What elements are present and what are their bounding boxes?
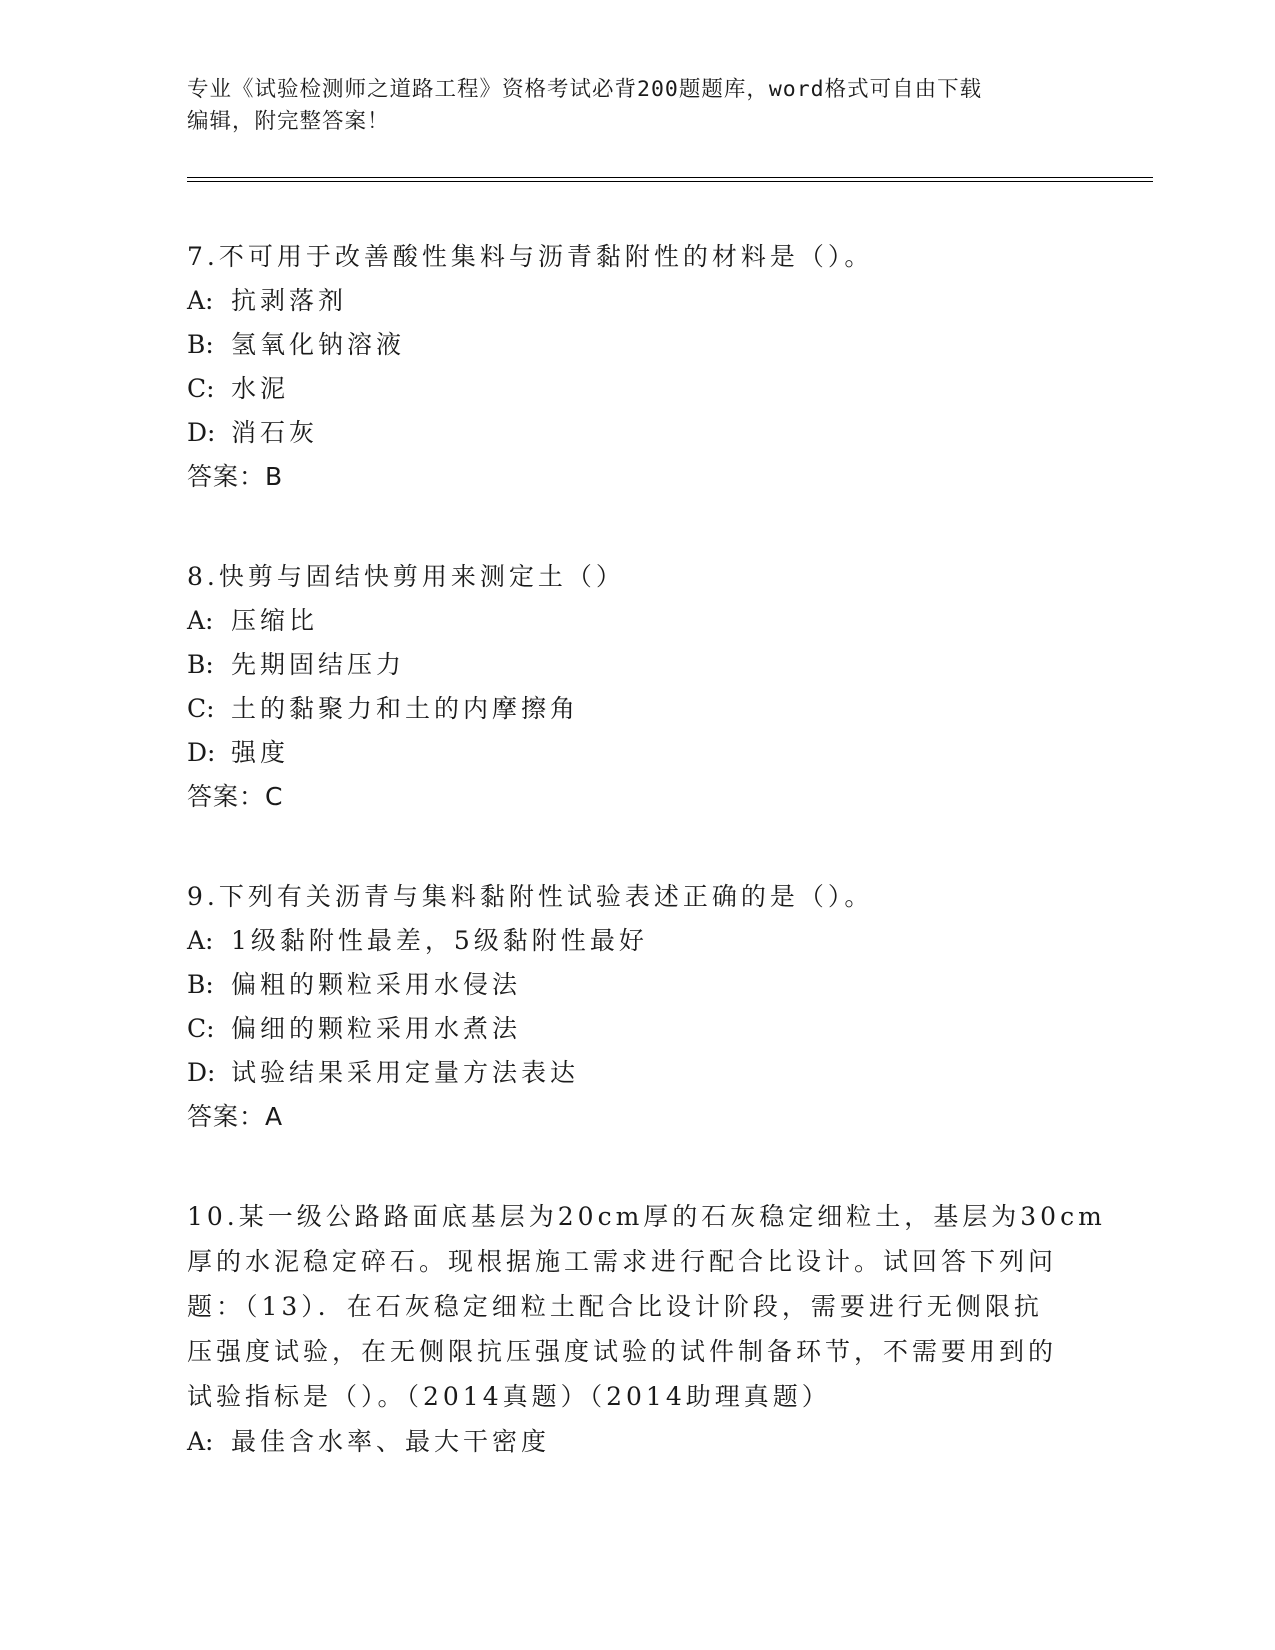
option-text: 偏粗的颗粒采用水侵法 — [231, 970, 522, 999]
option-text: 1级黏附性最差，5级黏附性最好 — [231, 926, 648, 955]
option-d — [187, 416, 318, 450]
option-letter: A: — [187, 926, 214, 955]
option-c — [187, 372, 289, 406]
option-text: 强度 — [231, 738, 290, 767]
option-letter: B: — [187, 650, 214, 679]
option-letter: B: — [187, 970, 214, 999]
document-header — [187, 74, 1087, 138]
option-a — [187, 284, 347, 318]
question-stem: 8.快剪与固结快剪用来测定土（） — [187, 562, 625, 591]
header-divider-bottom — [187, 181, 1153, 182]
option-b — [187, 968, 521, 1002]
question-stem-line: 10.某一级公路路面底基层为20cm厚的石灰稳定细粒土，基层为30cm — [187, 1202, 1106, 1231]
header-line-1: 专业《试验检测师之道路工程》资格考试必背200题题库，word格式可自由下载 — [187, 77, 983, 102]
question-stem-line: 压强度试验，在无侧限抗压强度试验的试件制备环节，不需要用到的 — [187, 1337, 1058, 1366]
option-text: 最佳含水率、最大干密度 — [231, 1427, 551, 1456]
option-b — [187, 328, 405, 362]
option-text: 先期固结压力 — [231, 650, 406, 679]
option-letter: C: — [187, 1014, 215, 1043]
question-stem-line: 题：（13）．在石灰稳定细粒土配合比设计阶段，需要进行无侧限抗 — [187, 1292, 1043, 1321]
question-stem: 9.下列有关沥青与集料黏附性试验表述正确的是（）。 — [187, 882, 874, 911]
option-d — [187, 1056, 579, 1090]
option-letter: D: — [187, 738, 216, 767]
option-letter: B: — [187, 330, 214, 359]
option-letter: A: — [187, 1427, 214, 1456]
option-text: 土的黏聚力和土的内摩擦角 — [231, 694, 580, 723]
header-divider-top — [187, 177, 1153, 178]
question-stem-line: 厚的水泥稳定碎石。现根据施工需求进行配合比设计。试回答下列问 — [187, 1247, 1058, 1276]
option-text: 氢氧化钠溶液 — [231, 330, 406, 359]
option-a — [187, 924, 648, 958]
option-c — [187, 692, 579, 726]
answer-label: 答案：A — [187, 1102, 284, 1131]
option-d — [187, 736, 289, 770]
option-letter: A: — [187, 606, 214, 635]
answer-label: 答案：C — [187, 782, 284, 811]
question-stem-line: 试验指标是（）。（2014真题）（2014助理真题） — [187, 1382, 831, 1411]
option-letter: D: — [187, 418, 216, 447]
option-letter: C: — [187, 694, 215, 723]
option-text: 试验结果采用定量方法表达 — [231, 1058, 580, 1087]
option-a — [187, 1425, 550, 1459]
answer-label: 答案：B — [187, 462, 284, 491]
option-text: 压缩比 — [231, 606, 319, 635]
option-text: 消石灰 — [231, 418, 319, 447]
option-c — [187, 1012, 521, 1046]
option-letter: A: — [187, 286, 214, 315]
option-b — [187, 648, 405, 682]
option-letter: C: — [187, 374, 215, 403]
header-line-2: 编辑，附完整答案！ — [187, 109, 390, 134]
option-text: 偏细的颗粒采用水煮法 — [231, 1014, 522, 1043]
option-text: 抗剥落剂 — [231, 286, 348, 315]
option-letter: D: — [187, 1058, 216, 1087]
option-text: 水泥 — [231, 374, 290, 403]
option-a — [187, 604, 318, 638]
question-stem: 7.不可用于改善酸性集料与沥青黏附性的材料是（）。 — [187, 242, 874, 271]
